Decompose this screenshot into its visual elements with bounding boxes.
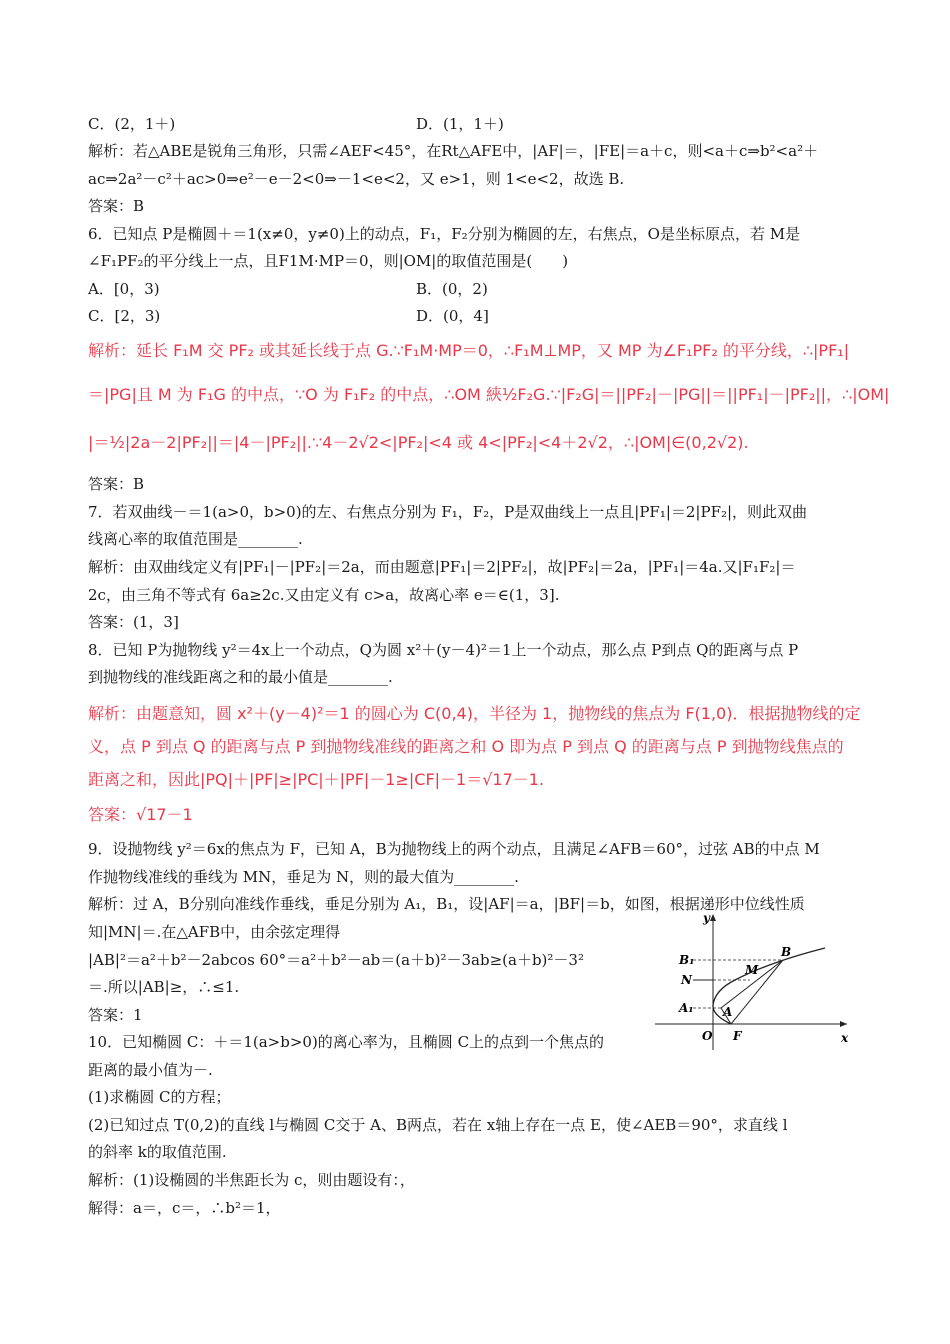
q6-stem-line-1: 6．已知点 P是椭圆＋＝1(x≠0，y≠0)上的动点，F₁，F₂分别为椭圆的左，右焦点，O是坐标原点，若 M是 — [88, 225, 801, 243]
label-y: y — [703, 911, 710, 925]
label-x: x — [841, 1031, 849, 1045]
label-b: B — [781, 945, 792, 959]
q9-answer: 答案：1 — [88, 1006, 143, 1024]
q9-stem-line-1: 9．设抛物线 y²＝6x的焦点为 F，已知 A，B为抛物线上的两个动点，且满足∠AFB＝60°，过弦 AB的中点 M — [88, 840, 820, 858]
q7-solution-line-1: 解析：由双曲线定义有|PF₁|－|PF₂|＝2a，而由题意|PF₁|＝2|PF₂|，故|PF₂|＝2a，|PF₁|＝4a.又|F₁F₂|＝ — [88, 558, 796, 576]
q6-stem-line-2: ∠F₁PF₂的平分线上一点，且F1M·MP＝0，则|OM|的取值范围是( ) — [88, 252, 569, 270]
label-m: M — [745, 963, 759, 977]
q10-part-1: (1)求椭圆 C的方程； — [88, 1088, 231, 1106]
q6-option-a: A．[0，3) — [88, 280, 160, 298]
q9-solution-line-1: 解析：过 A，B分别向准线作垂线，垂足分别为 A₁，B₁，设|AF|＝a，|BF|＝b，如图，根据递形中位线性质 — [88, 895, 805, 913]
option-d-q5: D．(1，1＋) — [416, 115, 504, 133]
q8-stem-line-1: 8．已知 P为抛物线 y²＝4x上一个动点，Q为圆 x²＋(y－4)²＝1上一个动点，那么点 P到点 Q的距离与点 P — [88, 641, 799, 659]
q6-solution-line-3: |＝½|2a－2|PF₂||＝|4－|PF₂||.∵4－2√2<|PF₂|<4 或 4<|PF₂|<4＋2√2，∴|OM|∈(0,2√2). — [88, 433, 749, 452]
y-axis-arrow — [710, 914, 716, 921]
q8-answer: 答案：√17－1 — [88, 805, 193, 824]
q10-stem-line-1: 10．已知椭圆 C：＋＝1(a>b>0)的离心率为，且椭圆 C上的点到一个焦点的 — [88, 1033, 605, 1051]
parabola-figure — [655, 910, 855, 1050]
label-b1: B₁ — [679, 953, 695, 967]
q5-answer: 答案：B — [88, 197, 145, 215]
q6-solution-line-1: 解析：延长 F₁M 交 PF₂ 或其延长线于点 G.∵F₁M·MP＝0，∴F₁M⊥MP，又 MP 为∠F₁PF₂ 的平分线，∴|PF₁| — [88, 341, 850, 360]
q5-solution-line-2: ac⇒2a²－c²＋ac>0⇒e²－e－2<0⇒－1<e<2，又 e>1，则 1<e<2，故选 B. — [88, 170, 625, 188]
q9-solution-line-3: |AB|²＝a²＋b²－2abcos 60°＝a²＋b²－ab＝(a＋b)²－3ab≥(a＋b)²－3² — [88, 951, 584, 969]
q7-solution-line-2: 2c，由三角不等式有 6a≥2c.又由定义有 c>a，故离心率 e＝∈(1，3]. — [88, 586, 560, 604]
q10-stem-line-2: 距离的最小值为－. — [88, 1061, 213, 1079]
q6-option-b: B．(0，2) — [416, 280, 488, 298]
q10-part-2-line-1: (2)已知过点 T(0,2)的直线 l与椭圆 C交于 A、B两点，若在 x轴上存在一点 E，使∠AEB＝90°，求直线 l — [88, 1116, 788, 1134]
q6-answer: 答案：B — [88, 475, 145, 493]
q8-solution-line-3: 距离之和，因此|PQ|＋|PF|≥|PC|＋|PF|－1≥|CF|－1＝√17－1. — [88, 770, 545, 789]
q6-solution-line-2: ＝|PG|且 M 为 F₁G 的中点，∵O 为 F₁F₂ 的中点，∴OM 綊½F₂G.∵|F₂G|＝||PF₂|－|PG||＝||PF₁|－|PF₂||，∴|OM| — [88, 385, 890, 404]
q8-stem-line-2: 到抛物线的准线距离之和的最小值是________. — [88, 668, 393, 686]
x-axis-arrow — [840, 1021, 847, 1027]
q9-solution-line-4: ＝.所以|AB|≥，∴≤1. — [88, 978, 240, 996]
parabola-diagram — [655, 910, 855, 1050]
q8-solution-line-1: 解析：由题意知，圆 x²＋(y－4)²＝1 的圆心为 C(0,4)，半径为 1，抛物线的焦点为 F(1,0)．根据抛物线的定 — [88, 704, 861, 723]
label-o: O — [702, 1029, 713, 1043]
label-n: N — [681, 973, 692, 987]
q10-solution-line-1: 解析：(1)设椭圆的半焦距长为 c，则由题设有：， — [88, 1171, 415, 1189]
q9-solution-line-2: 知|MN|＝.在△AFB中，由余弦定理得 — [88, 923, 341, 941]
q7-stem-line-2: 线离心率的取值范围是________. — [88, 530, 303, 548]
label-a1: A₁ — [679, 1001, 694, 1015]
label-f: F — [733, 1029, 742, 1043]
label-a: A — [723, 1005, 733, 1019]
q6-option-d: D．(0，4] — [416, 307, 489, 325]
q9-stem-line-2: 作抛物线准线的垂线为 MN，垂足为 N，则的最大值为________. — [88, 868, 519, 886]
option-c-q5: C．(2，1＋) — [88, 115, 176, 133]
q7-stem-line-1: 7．若双曲线－＝1(a>0，b>0)的左、右焦点分别为 F₁，F₂，P是双曲线上一点且|PF₁|＝2|PF₂|，则此双曲 — [88, 503, 808, 521]
q10-part-2-line-2: 的斜率 k的取值范围. — [88, 1143, 227, 1161]
q6-option-c: C．[2，3) — [88, 307, 161, 325]
q10-solution-line-2: 解得：a＝，c＝，∴b²＝1， — [88, 1199, 281, 1217]
q7-answer: 答案：(1，3] — [88, 613, 179, 631]
q5-solution-line-1: 解析：若△ABE是锐角三角形，只需∠AEF<45°，在Rt△AFE中，|AF|＝，|FE|＝a＋c，则<a＋c⇒b²<a²＋ — [88, 142, 819, 160]
q8-solution-line-2: 义，点 P 到点 Q 的距离与点 P 到抛物线准线的距离之和 O 即为点 P 到点 Q 的距离与点 P 到抛物线焦点的 — [88, 737, 844, 756]
